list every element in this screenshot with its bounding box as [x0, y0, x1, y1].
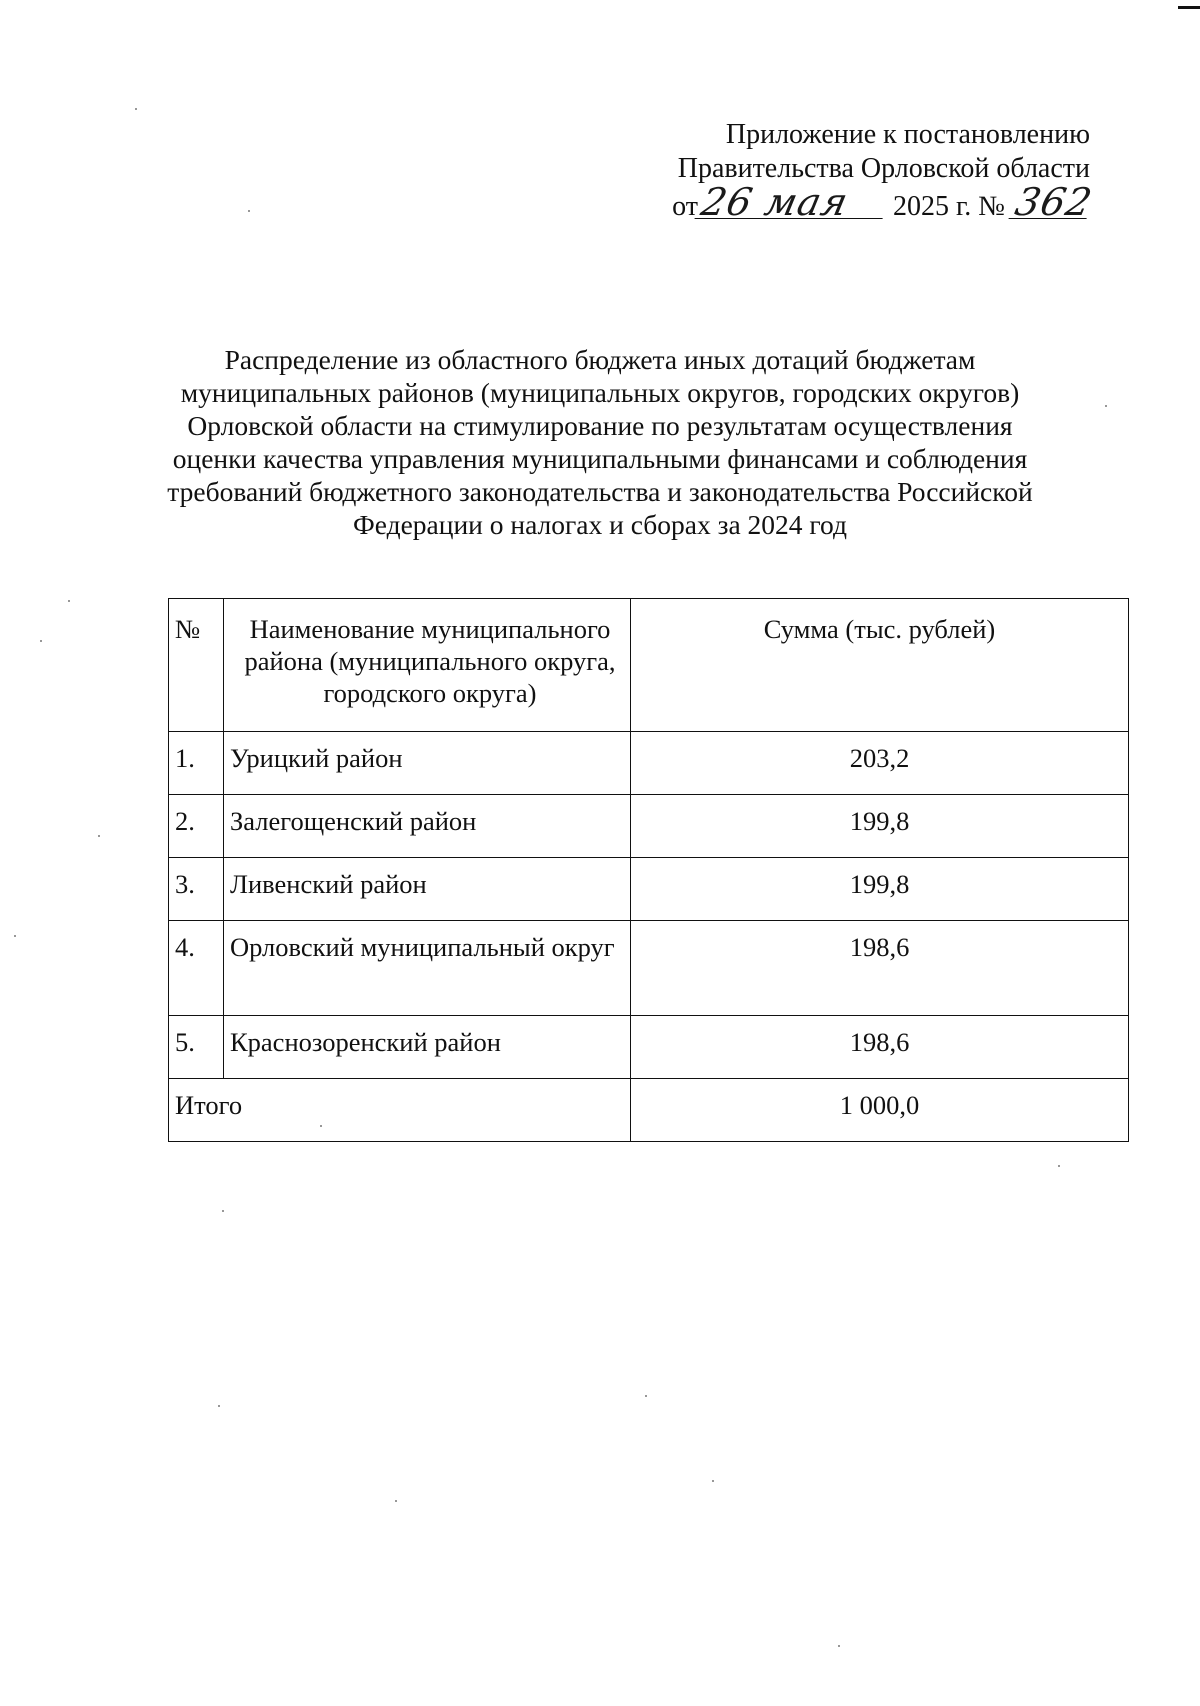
row-num: 2. — [169, 795, 224, 858]
table-row — [169, 795, 1129, 858]
table-row — [169, 732, 1129, 795]
row-name: Ливенский район — [224, 858, 631, 921]
scan-speck — [40, 640, 42, 642]
row-sum: 203,2 — [631, 732, 1129, 795]
appendix-date-line — [600, 180, 1097, 224]
scan-speck — [838, 1645, 840, 1647]
scan-speck — [248, 210, 250, 212]
scan-speck — [222, 1210, 224, 1212]
scan-speck — [14, 935, 16, 937]
scan-speck — [645, 1395, 647, 1397]
scan-speck — [98, 835, 100, 837]
table-total-row — [169, 1079, 1129, 1142]
row-sum: 199,8 — [631, 795, 1129, 858]
title-line: муниципальных районов (муниципальных округов, городских округов) — [180, 377, 1020, 408]
title-line: Распределение из областного бюджета иных дотаций бюджетам — [224, 344, 976, 375]
title-line: оценки качества управления муниципальными финансами и соблюдения — [172, 443, 1028, 474]
row-name: Краснозоренский район — [224, 1016, 631, 1079]
appendix-line-1: Приложение к постановлению — [725, 119, 1090, 150]
title-line: требований бюджетного законодательства и законодательства Российской — [167, 476, 1033, 507]
appendix-year: 2025 г. № — [892, 191, 1005, 222]
title-line: Орловской области на стимулирование по результатам осуществления — [187, 410, 1013, 441]
scan-speck — [135, 108, 137, 110]
handwritten-date: 26 мая — [694, 186, 889, 219]
appendix-date-prefix: от — [672, 191, 698, 222]
table-row — [169, 858, 1129, 921]
scan-speck — [218, 1405, 220, 1407]
title-line: Федерации о налогах и сборах за 2024 год — [353, 509, 847, 540]
distribution-table — [168, 598, 1129, 1142]
row-num: 3. — [169, 858, 224, 921]
scan-speck — [712, 1480, 714, 1482]
scan-speck — [395, 1500, 397, 1502]
row-sum: 198,6 — [631, 1016, 1129, 1079]
row-num: 5. — [169, 1016, 224, 1079]
scan-speck — [1105, 405, 1107, 407]
table-row — [169, 921, 1129, 1016]
row-name: Залегощенский район — [224, 795, 631, 858]
header-name: Наименование муниципального района (муниципального округа, городского округа) — [224, 599, 631, 732]
scan-speck — [68, 600, 70, 602]
corner-mark — [1178, 0, 1200, 9]
row-sum: 198,6 — [631, 921, 1129, 1016]
table-row — [169, 1016, 1129, 1079]
header-num: № — [169, 599, 224, 732]
total-label: Итого — [169, 1079, 631, 1142]
table-header-row — [169, 599, 1129, 732]
handwritten-number: 362 — [1008, 186, 1093, 219]
scan-speck — [1058, 1165, 1060, 1167]
appendix-line-2: Правительства Орловской области — [677, 153, 1090, 184]
row-num: 4. — [169, 921, 224, 1016]
total-sum: 1 000,0 — [631, 1079, 1129, 1142]
row-sum: 199,8 — [631, 858, 1129, 921]
appendix-header — [600, 118, 1097, 224]
scan-speck — [320, 1125, 322, 1127]
document-title — [150, 343, 1050, 541]
header-sum: Сумма (тыс. рублей) — [631, 599, 1129, 732]
row-name: Орловский муниципальный округ — [224, 921, 631, 1016]
row-num: 1. — [169, 732, 224, 795]
row-name: Урицкий район — [224, 732, 631, 795]
